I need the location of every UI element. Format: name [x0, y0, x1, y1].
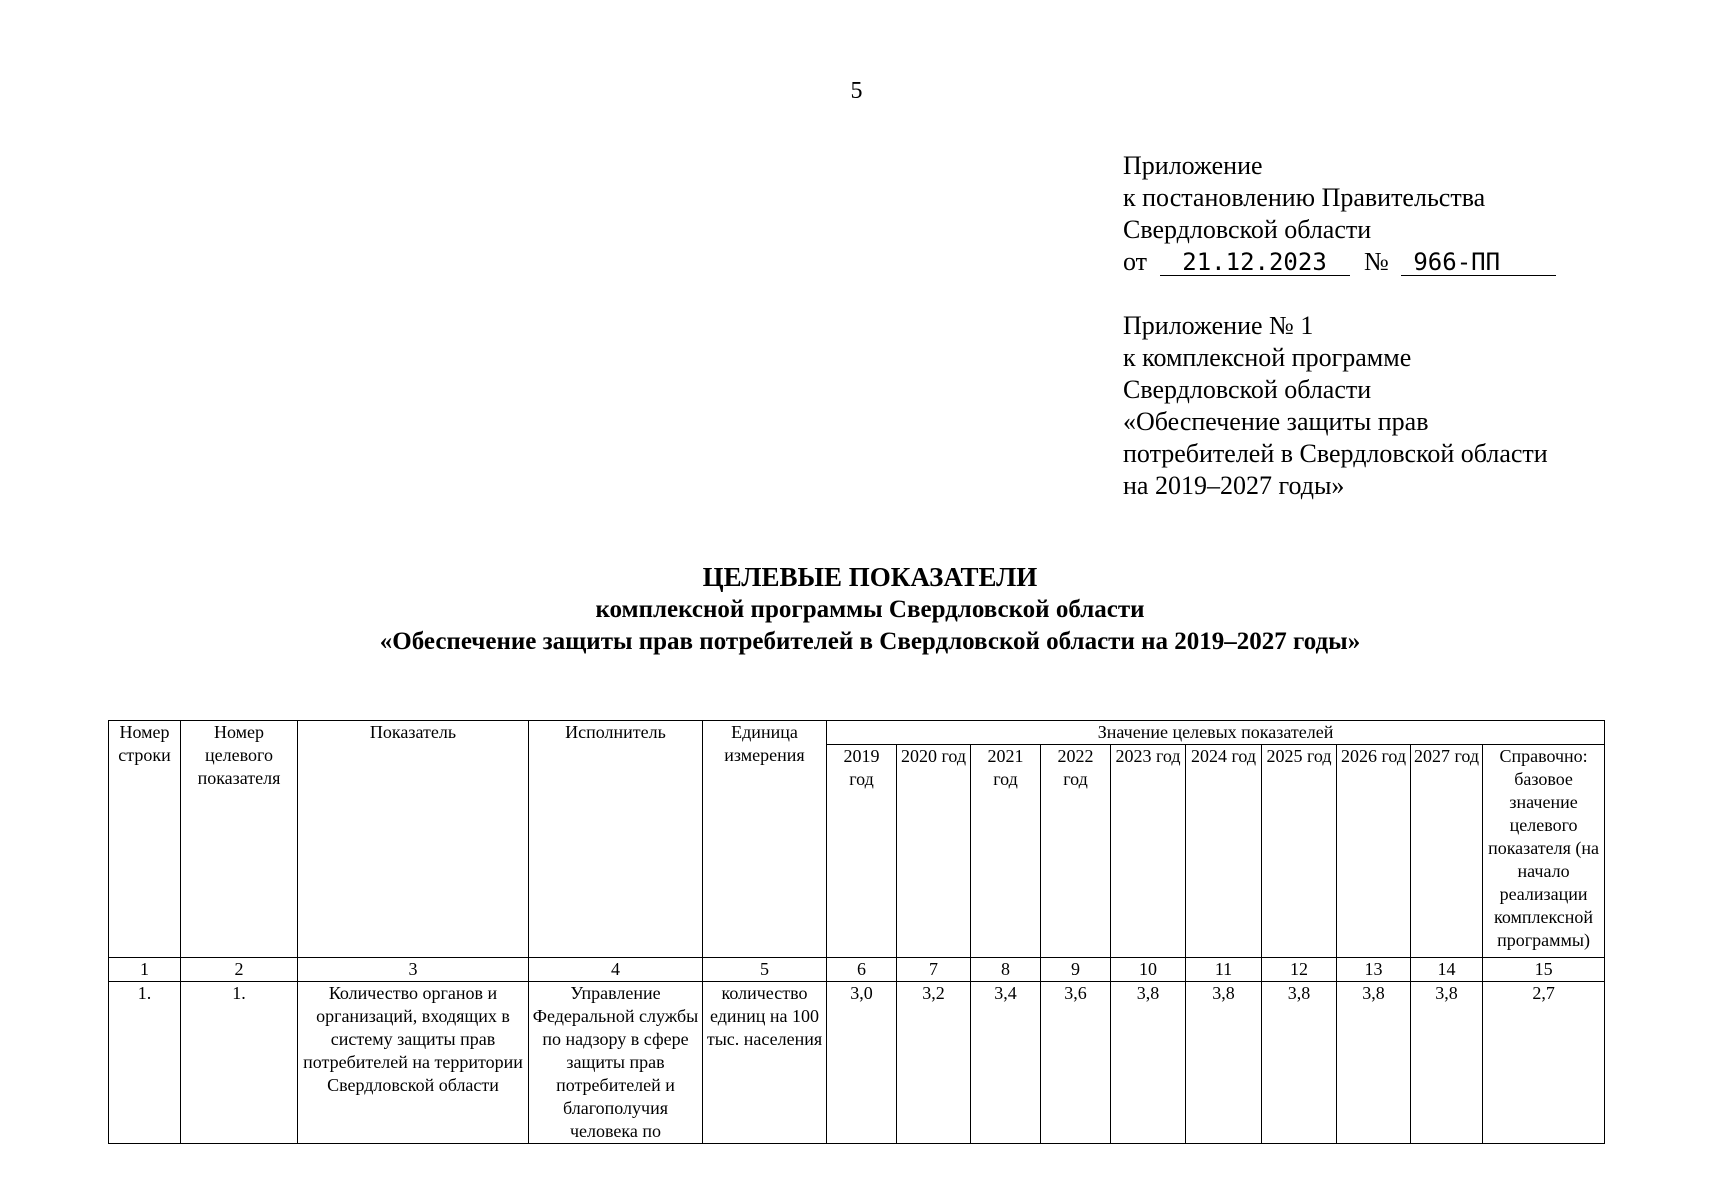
column-number: 6 — [827, 958, 897, 982]
cell-unit: количество единиц на 100 тыс. населения — [703, 982, 827, 1144]
appendix-program-line5: потребителей в Свердловской области — [1123, 439, 1548, 468]
appendix-program-line3: Свердловской области — [1123, 375, 1372, 404]
appendix-decree-date-line — [1123, 246, 1556, 278]
cell-value-2026: 3,8 — [1337, 982, 1411, 1144]
header-executor: Исполнитель — [529, 721, 703, 958]
decree-date: 21.12.2023 — [1160, 249, 1350, 276]
page-number: 5 — [850, 78, 863, 104]
cell-value-2022: 3,6 — [1041, 982, 1111, 1144]
header-year: 2023 год — [1111, 745, 1186, 958]
column-number: 7 — [897, 958, 971, 982]
header-year: 2025 год — [1262, 745, 1337, 958]
column-number: 13 — [1337, 958, 1411, 982]
cell-value-2023: 3,8 — [1111, 982, 1186, 1144]
appendix-program — [1123, 310, 1548, 502]
column-number: 5 — [703, 958, 827, 982]
header-indicator: Показатель — [298, 721, 529, 958]
header-year: 2019 год — [827, 745, 897, 958]
number-label: № — [1364, 247, 1389, 276]
column-number: 9 — [1041, 958, 1111, 982]
column-number: 14 — [1411, 958, 1483, 982]
header-year: 2026 год — [1337, 745, 1411, 958]
document-title — [0, 560, 1713, 658]
appendix-decree-line2: к постановлению Правительства — [1123, 183, 1486, 212]
title-main: ЦЕЛЕВЫЕ ПОКАЗАТЕЛИ — [702, 562, 1038, 592]
column-number: 15 — [1483, 958, 1605, 982]
column-number: 11 — [1186, 958, 1262, 982]
appendix-decree-line1: Приложение — [1123, 151, 1263, 180]
cell-executor: Управление Федеральной службы по надзору в сфере защиты прав потребителей и благополучия человека по — [529, 982, 703, 1144]
cell-reference-value: 2,7 — [1483, 982, 1605, 1144]
header-unit: Единица измерения — [703, 721, 827, 958]
appendix-program-line2: к комплексной программе — [1123, 343, 1412, 372]
cell-value-2025: 3,8 — [1262, 982, 1337, 1144]
header-reference: Справочно: базовое значение целевого показателя (на начало реализации комплексной программы) — [1483, 745, 1605, 958]
from-label: от — [1123, 247, 1148, 276]
header-year: 2020 год — [897, 745, 971, 958]
appendix-decree-line3: Свердловской области — [1123, 215, 1372, 244]
appendix-decree — [1123, 150, 1556, 278]
cell-value-2027: 3,8 — [1411, 982, 1483, 1144]
cell-value-2019: 3,0 — [827, 982, 897, 1144]
header-row-number: Номер строки — [109, 721, 181, 958]
column-numbering-row — [109, 958, 1605, 982]
cell-value-2021: 3,4 — [971, 982, 1041, 1144]
cell-value-2024: 3,8 — [1186, 982, 1262, 1144]
cell-indicator-number: 1. — [181, 982, 298, 1144]
header-indicator-number: Номер целевого показателя — [181, 721, 298, 958]
header-year: 2022 год — [1041, 745, 1111, 958]
title-line3: «Обеспечение защиты прав потребителей в Свердловской области на 2019–2027 годы» — [379, 628, 1361, 655]
cell-row-number: 1. — [109, 982, 181, 1144]
header-year: 2027 год — [1411, 745, 1483, 958]
cell-indicator: Количество органов и организаций, входящих в систему защиты прав потребителей на территории Свердловской области — [298, 982, 529, 1144]
title-line2: комплексной программы Свердловской области — [595, 596, 1145, 623]
appendix-program-line6: на 2019–2027 годы» — [1123, 471, 1345, 500]
column-number: 3 — [298, 958, 529, 982]
table-row — [109, 982, 1605, 1144]
header-year: 2024 год — [1186, 745, 1262, 958]
target-indicators-table — [108, 720, 1605, 1144]
table-header-row — [109, 721, 1605, 745]
column-number: 10 — [1111, 958, 1186, 982]
appendix-program-line4: «Обеспечение защиты прав — [1123, 407, 1429, 436]
header-values-group: Значение целевых показателей — [827, 721, 1605, 745]
header-year: 2021 год — [971, 745, 1041, 958]
appendix-program-line1: Приложение № 1 — [1123, 311, 1314, 340]
cell-value-2020: 3,2 — [897, 982, 971, 1144]
column-number: 2 — [181, 958, 298, 982]
column-number: 4 — [529, 958, 703, 982]
column-number: 1 — [109, 958, 181, 982]
column-number: 12 — [1262, 958, 1337, 982]
decree-number: 966-ПП — [1401, 249, 1556, 276]
column-number: 8 — [971, 958, 1041, 982]
